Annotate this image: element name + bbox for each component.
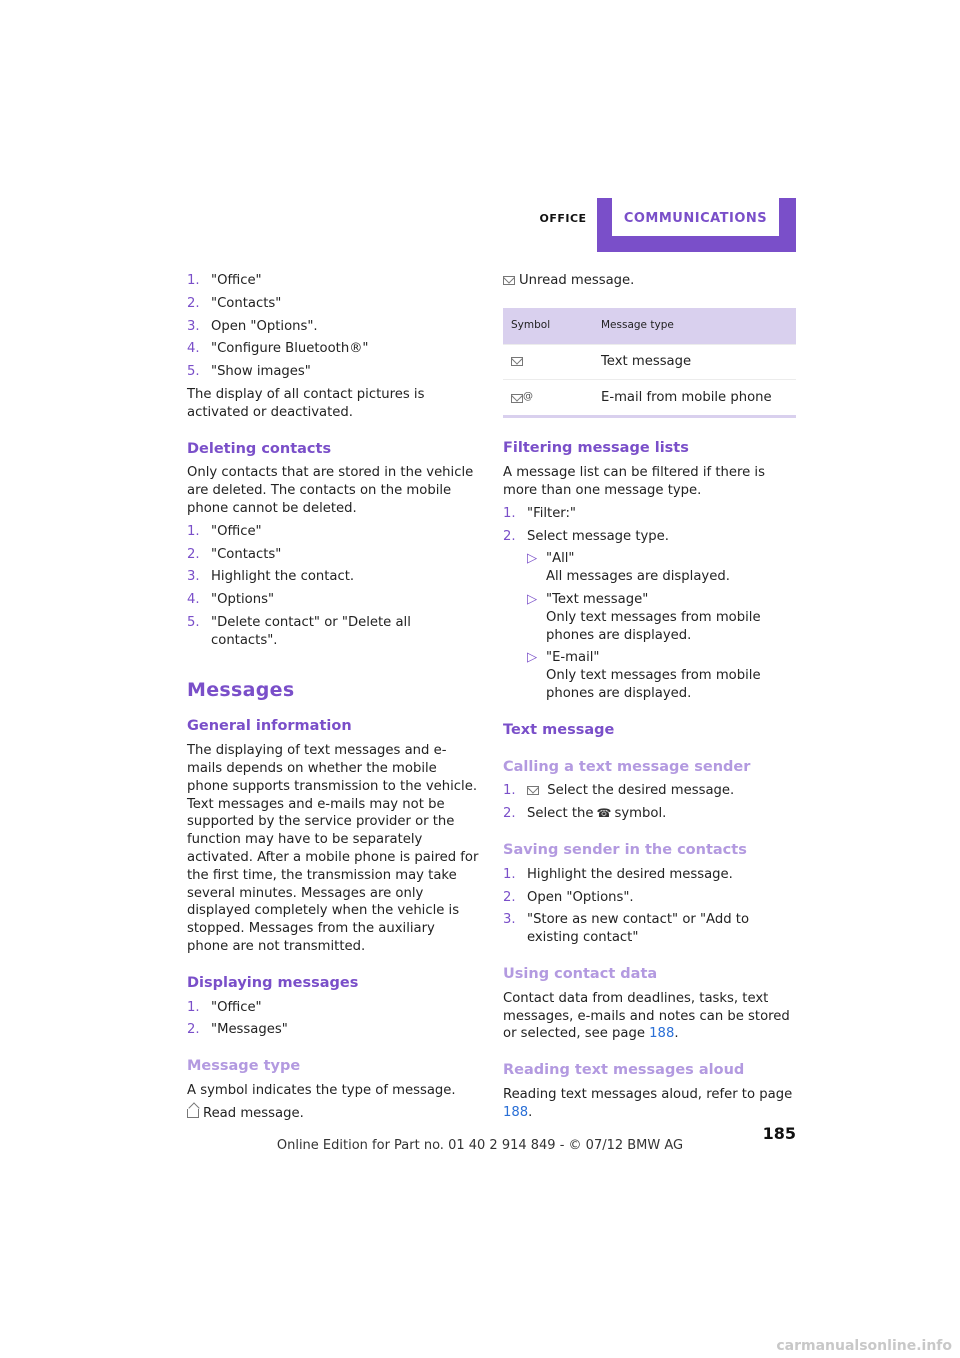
text-message-icon	[511, 357, 523, 366]
saving-steps	[503, 866, 797, 947]
page-link[interactable]: 188	[503, 1104, 529, 1120]
filter-options	[527, 550, 797, 702]
table-cell-type: Text message	[593, 344, 796, 379]
list-item: 5. "Show images"	[187, 364, 311, 380]
list-item: 4. "Configure Bluetooth®"	[187, 341, 369, 357]
heading-text-message: Text message	[503, 721, 615, 738]
paragraph: A symbol indicates the type of message.	[187, 1082, 456, 1098]
list-item: 1. "Office"	[187, 523, 262, 539]
message-icon	[527, 786, 539, 795]
table-header-symbol: Symbol	[503, 308, 593, 344]
filter-steps	[503, 505, 797, 546]
heading-filtering: Filtering message lists	[503, 440, 689, 457]
display-steps	[187, 999, 479, 1040]
delete-steps	[187, 523, 479, 650]
paragraph: Contact data from deadlines, tasks, text messages, e-mails and notes can be stored or selected, see page 188.	[503, 990, 790, 1042]
triangle-bullet-icon: ▷	[527, 650, 538, 666]
table-cell-type: E-mail from mobile phone	[593, 379, 796, 417]
heading-saving-sender: Saving sender in the contacts	[503, 841, 747, 858]
chapter-tab	[597, 198, 796, 252]
table-header-message-type: Message type	[593, 308, 796, 344]
table-row	[503, 344, 796, 379]
list-item: ▷ "E-mail" Only text messages from mobile phones are displayed.	[527, 650, 761, 701]
list-item: 1. "Office"	[187, 273, 262, 288]
list-item: 2. Open "Options".	[503, 889, 634, 905]
triangle-bullet-icon: ▷	[527, 551, 538, 567]
list-item: 2. "Contacts"	[187, 546, 282, 562]
list-item: 2. Select message type.	[503, 528, 669, 544]
triangle-bullet-icon: ▷	[527, 591, 538, 607]
list-item: 3. "Store as new contact" or "Add to existing contact"	[503, 912, 750, 946]
read-message-line: Read message.	[187, 1105, 479, 1123]
paragraph: A message list can be filtered if there is more than one message type.	[503, 465, 765, 498]
list-item: 1. Highlight the desired message.	[503, 866, 733, 882]
heading-deleting-contacts: Deleting contacts	[187, 440, 332, 457]
list-item: ▷ "All" All messages are displayed.	[527, 551, 730, 585]
at-sign-icon: @	[523, 390, 533, 402]
page-link[interactable]: 188	[649, 1026, 675, 1042]
section-label: OFFICE	[539, 212, 587, 225]
right-column	[503, 272, 797, 1127]
list-item: 1. "Filter:"	[503, 505, 577, 521]
list-item: 3. Highlight the contact.	[187, 569, 355, 585]
left-column	[187, 272, 479, 1127]
list-item: ▷ "Text message" Only text messages from mobile phones are displayed.	[527, 591, 761, 643]
paragraph: Only contacts that are stored in the vehicle are deleted. The contacts on the mobile phone cannot be deleted.	[187, 465, 474, 516]
list-item: 1. Select the desired message.	[503, 783, 735, 799]
heading-reading-aloud: Reading text messages aloud	[503, 1062, 745, 1079]
chapter-tab-label: COMMUNICATIONS	[623, 211, 768, 226]
heading-using-contact-data: Using contact data	[503, 965, 658, 982]
phone-icon: ☎	[596, 806, 612, 821]
heading-message-type: Message type	[187, 1058, 301, 1075]
list-item: 5. "Delete contact" or "Delete all contacts".	[187, 614, 411, 648]
list-item: 3. Open "Options".	[187, 318, 318, 334]
list-item: 2. "Messages"	[187, 1022, 288, 1038]
heading-displaying-messages: Displaying messages	[187, 974, 359, 991]
show-images-steps	[187, 272, 479, 381]
footer-text: Online Edition for Part no. 01 40 2 914 849 - © 07/12 BMW AG	[276, 1138, 684, 1153]
list-item: 1. "Office"	[187, 999, 262, 1015]
list-item: 2. Select the ☎ symbol.	[503, 806, 667, 822]
unread-message-line: Unread message.	[503, 272, 797, 290]
chapter-tab-inner	[612, 198, 779, 236]
email-message-icon	[511, 394, 523, 403]
message-type-table	[503, 308, 796, 419]
paragraph: The displaying of text messages and e-mails depends on whether the mobile phone supports transmission to the vehicle. Text messages and e-mails may not be supported by the service provider or the function may have to be separately activated. After a mobile phone is paired for the first time, the transmission may take several minutes. Messages are only displayed completely when the vehicle is stopped. Messages from the auxiliary phone are not transmitted.	[187, 743, 479, 954]
list-item: 4. "Options"	[187, 592, 275, 608]
read-message-icon	[187, 1109, 199, 1118]
page-number: 185	[762, 1124, 796, 1143]
heading-messages: Messages	[187, 678, 295, 701]
table-cell-symbol	[503, 379, 593, 417]
table-row	[503, 379, 796, 417]
calling-steps	[503, 782, 797, 823]
paragraph: Reading text messages aloud, refer to page 188.	[503, 1086, 793, 1120]
heading-general-information: General information	[187, 718, 352, 735]
watermark: carmanualsonline.info	[776, 1338, 952, 1354]
table-cell-symbol	[503, 344, 593, 379]
unread-message-icon	[503, 276, 515, 285]
list-item: 2. "Contacts"	[187, 295, 282, 311]
paragraph: The display of all contact pictures is activated or deactivated.	[187, 386, 425, 420]
heading-calling-sender: Calling a text message sender	[503, 758, 751, 775]
